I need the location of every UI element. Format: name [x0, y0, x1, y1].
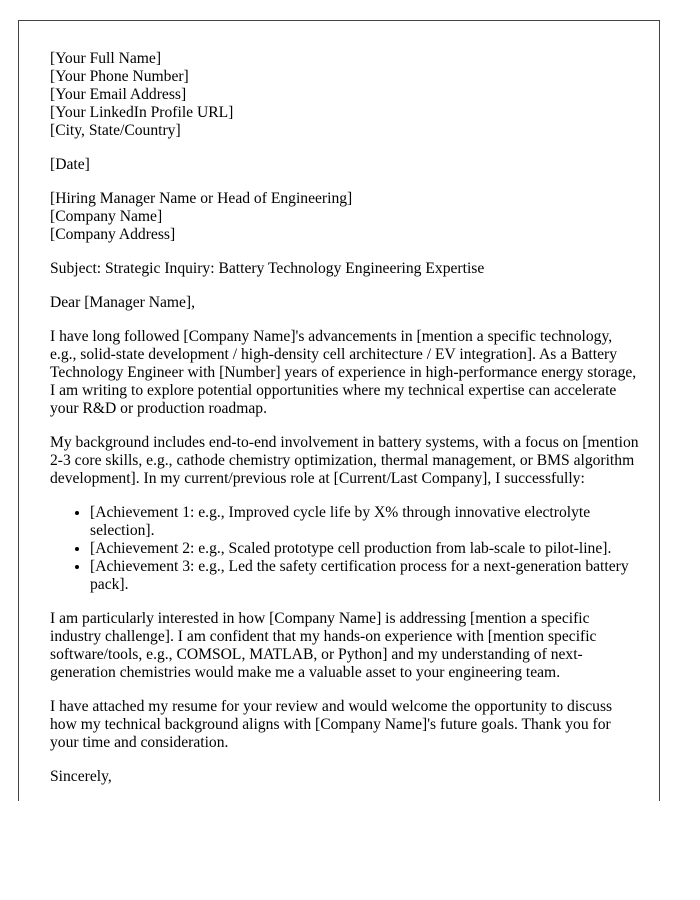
letter-date: [Date]	[50, 156, 90, 173]
signoff: Sincerely,	[50, 768, 112, 785]
subject-line: Subject: Strategic Inquiry: Battery Technology Engineering Expertise	[50, 260, 485, 277]
salutation: Dear [Manager Name],	[50, 294, 196, 311]
background-paragraph: My background includes end-to-end involvement in battery systems, with a focus on [mention 2-3 core skills, e.g., cathode chemistry optimization, thermal management, or BMS algorithm development]. In my current/previous role at [Current/Last Company], I successfully:	[50, 434, 639, 487]
letter-page	[18, 20, 660, 801]
sender-location: [City, State/Country]	[50, 122, 181, 139]
sender-email: [Your Email Address]	[50, 86, 187, 103]
list-item: • [Achievement 1: e.g., Improved cycle life by X% through innovative electrolyte selection].	[90, 504, 640, 540]
recipient-company: [Company Name]	[50, 208, 163, 225]
recipient-name: [Hiring Manager Name or Head of Engineering]	[50, 190, 353, 207]
recipient-address: [Company Address]	[50, 226, 176, 243]
sender-name: [Your Full Name]	[50, 50, 162, 67]
list-item: • [Achievement 3: e.g., Led the safety certification process for a next-generation battery pack].	[90, 558, 640, 594]
date-block	[50, 156, 640, 174]
list-item: • [Achievement 2: e.g., Scaled prototype cell production from lab-scale to pilot-line].	[90, 540, 640, 558]
interest-paragraph: I am particularly interested in how [Company Name] is addressing [mention a specific industry challenge]. I am confident that my hands-on experience with [mention specific software/tools, e.g., COMSOL, MATLAB, or Python] and my understanding of next-generation chemistries would make me a valuable asset to your engineering team.	[50, 610, 597, 681]
recipient-block	[50, 190, 640, 244]
sender-linkedin: [Your LinkedIn Profile URL]	[50, 104, 234, 121]
letter-body	[50, 50, 640, 801]
intro-paragraph: I have long followed [Company Name]'s advancements in [mention a specific technology, e.g., solid-state development / high-density cell architecture / EV integration]. As a Battery Technology Engineer with [Number] years of experience in high-performance energy storage, I am writing to explore potential opportunities where my technical expertise can accelerate your R&D or production roadmap.	[50, 328, 637, 417]
closing-paragraph: I have attached my resume for your review and would welcome the opportunity to discuss how my technical background aligns with [Company Name]'s future goals. Thank you for your time and consideration.	[50, 698, 613, 751]
sender-block	[50, 50, 640, 140]
sender-phone: [Your Phone Number]	[50, 68, 189, 85]
achievements-list	[50, 504, 640, 594]
